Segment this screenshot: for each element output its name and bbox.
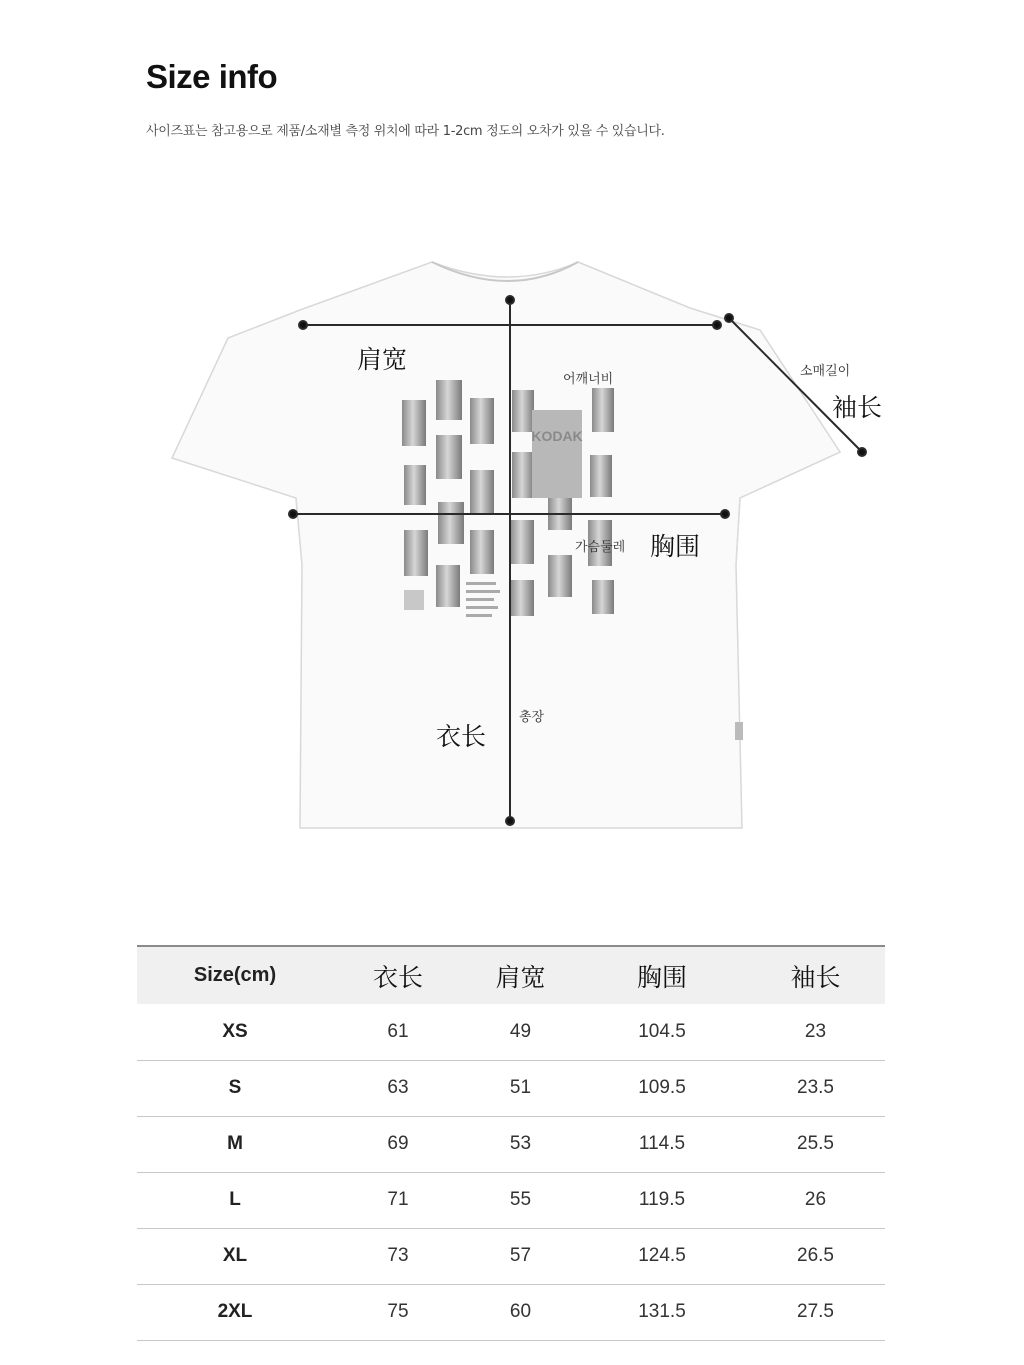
size-chart-table [137,945,885,1341]
length-label-ko: 총장 [519,710,545,725]
shoulder-cell: 60 [463,1284,578,1340]
shoulder-cell: 49 [463,1004,578,1060]
header-shoulder: 肩宽 [463,946,578,1004]
chest-cell: 104.5 [578,1004,746,1060]
length-cell: 69 [333,1116,463,1172]
size-cell: XS [137,1004,333,1060]
header-length: 衣长 [333,946,463,1004]
size-cell: S [137,1060,333,1116]
sleeve-label-ko: 소매길이 [800,364,851,379]
kodak-print-text: KODAK [531,428,583,444]
length-cell: 73 [333,1228,463,1284]
sleeve-cell: 23.5 [746,1060,885,1116]
table-row [137,1060,885,1116]
chest-label-zh: 胸围 [650,532,701,561]
table-row [137,1284,885,1340]
shoulder-cell: 57 [463,1228,578,1284]
size-cell: 2XL [137,1284,333,1340]
length-cell: 61 [333,1004,463,1060]
length-cell: 71 [333,1172,463,1228]
sleeve-cell: 27.5 [746,1284,885,1340]
table-row [137,1228,885,1284]
size-cell: M [137,1116,333,1172]
tshirt-shape [172,262,840,828]
size-disclaimer: 사이즈표는 참고용으로 제품/소재별 측정 위치에 따라 1-2cm 정도의 오차가 있을 수 있습니다. [146,124,665,139]
sleeve-cell: 23 [746,1004,885,1060]
table-header-row [137,946,885,1004]
sleeve-label-zh: 袖长 [832,393,883,422]
length-label-zh: 衣长 [436,722,487,751]
length-cell: 75 [333,1284,463,1340]
header-sleeve: 袖长 [746,946,885,1004]
side-tag [735,722,743,740]
shoulder-cell: 51 [463,1060,578,1116]
shoulder-cell: 53 [463,1116,578,1172]
size-cell: L [137,1172,333,1228]
sleeve-cell: 26.5 [746,1228,885,1284]
chest-cell: 131.5 [578,1284,746,1340]
chest-cell: 124.5 [578,1228,746,1284]
size-cell: XL [137,1228,333,1284]
shoulder-label-ko: 어깨너비 [563,372,614,387]
header-size: Size(cm) [137,946,333,1004]
length-cell: 63 [333,1060,463,1116]
chest-cell: 119.5 [578,1172,746,1228]
table-row [137,1116,885,1172]
shoulder-label-zh: 肩宽 [357,345,408,374]
table-row [137,1004,885,1060]
sleeve-cell: 25.5 [746,1116,885,1172]
chest-cell: 114.5 [578,1116,746,1172]
shoulder-cell: 55 [463,1172,578,1228]
page-title: Size info [146,58,278,95]
table-row [137,1172,885,1228]
sleeve-cell: 26 [746,1172,885,1228]
header-chest: 胸围 [578,946,746,1004]
chest-label-ko: 가슴둘레 [575,540,626,555]
chest-cell: 109.5 [578,1060,746,1116]
